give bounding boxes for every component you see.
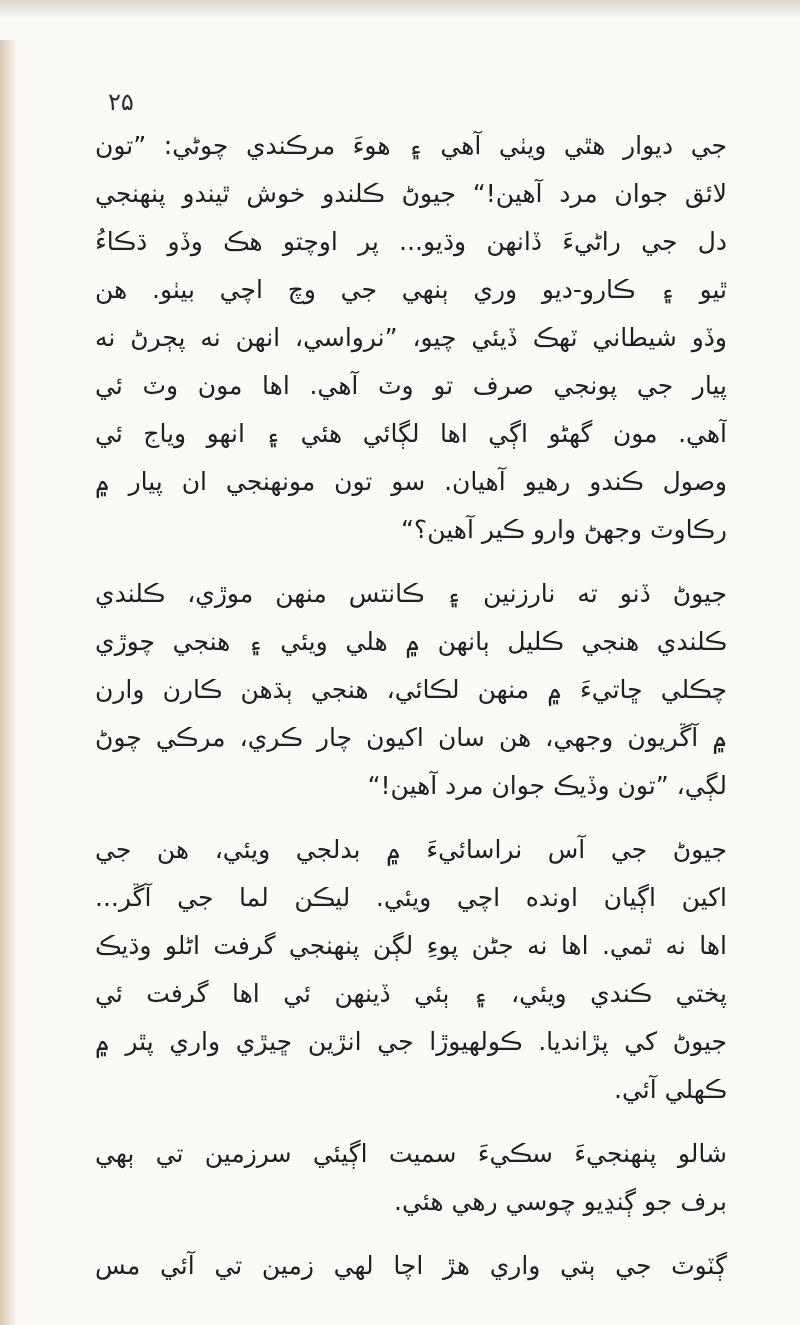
text-line: لڳي، ”تون وڏيڪ جوان مرد آهين!“ bbox=[367, 771, 727, 800]
text-line: ڳٽوٽ جي ٻتي واري هڙ اچا لهي زمين تي آئي مس bbox=[95, 1251, 727, 1280]
text-line: شالو پنهنجيءَ سڪيءَ سميت اڳيئي سرزمين تي ٻهي bbox=[95, 1139, 727, 1168]
text-line: چڪلي ڇاتيءَ ۾ منهن لڪائي، هنجي ٻڌهن ڪارن وارن bbox=[95, 675, 727, 704]
page-top-shadow bbox=[0, 0, 800, 18]
page-binding-edge bbox=[0, 40, 18, 1325]
text-line: آهي. مون گهڻو اڳي اها لڳائي هئي ۽ انهو وياج ئي bbox=[95, 419, 727, 448]
text-line: جيوڻ کي پڙانديا. ڪولهيوڙا جي انڙين ڇيڙي واري پٿر ۾ bbox=[95, 1027, 727, 1056]
text-line: وڏو شيطاني ٽهڪ ڏيئي چيو، ”نرواسي، انهن نه پڄرڻ نه bbox=[95, 323, 727, 352]
text-line: ٿيو ۽ ڪارو-ديو وري ٻنهي جي وچ اچي بيٺو. هن bbox=[95, 275, 727, 304]
text-line: ۾ آڱريون وجهي، هن سان اکيون چار ڪري، مرڪي چوڻ bbox=[95, 723, 727, 752]
text-line: وصول ڪندو رهيو آهيان. سو تون مونهنجي ان پيار ۾ bbox=[95, 467, 727, 496]
body-text bbox=[95, 122, 727, 1290]
text-line: جي ديوار هٿي ويٺي آهي ۽ هوءَ مرڪندي چوڻي: ”تون bbox=[95, 131, 727, 160]
text-line: دل جي راڻيءَ ڏانهن وڌيو... پر اوچتو هڪ وڏو ڌڪاءُ bbox=[95, 227, 727, 256]
text-line: پختي ڪندي ويئي، ۽ ٻئي ڏينهن ئي اها گرفت ئي bbox=[95, 979, 727, 1008]
text-line: پيار جي پونجي صرف تو وٽ آهي. اها مون وٽ ئي bbox=[95, 371, 727, 400]
text-line: لائق جوان مرد آهين!“ جيوڻ ڪلندو خوش ٿيندو پنهنجي bbox=[95, 179, 727, 208]
text-line: جيوڻ جي آس نراسائيءَ ۾ بدلجي ويئي، هن جي bbox=[95, 835, 727, 864]
text-line: جيوڻ ڏنو ته نارزنين ۽ ڪانتس منهن موڙي، ڪلندي bbox=[95, 579, 727, 608]
text-line: ڪلندي هنجي ڪليل ٻانهن ۾ هلي ويئي ۽ هنجي چوڙي bbox=[95, 627, 727, 656]
text-line: برف جو ڳنڍيو چوسي رهي هئي. bbox=[394, 1187, 727, 1216]
text-line: ڪهلي آئي. bbox=[614, 1075, 727, 1104]
text-line: اکين اڳيان اونده اچي ويئي. ليڪن لما جي آڱر... bbox=[95, 883, 727, 912]
page-number: ۲۵ bbox=[108, 88, 134, 116]
text-line: رڪاوٽ وجهڻ وارو ڪير آهين؟“ bbox=[400, 515, 727, 544]
text-line: اها نه ٿمي. اها نه جڻن پوءِ لڳن پنهنجي گرفت اڻلو وڌيڪ bbox=[95, 931, 727, 960]
